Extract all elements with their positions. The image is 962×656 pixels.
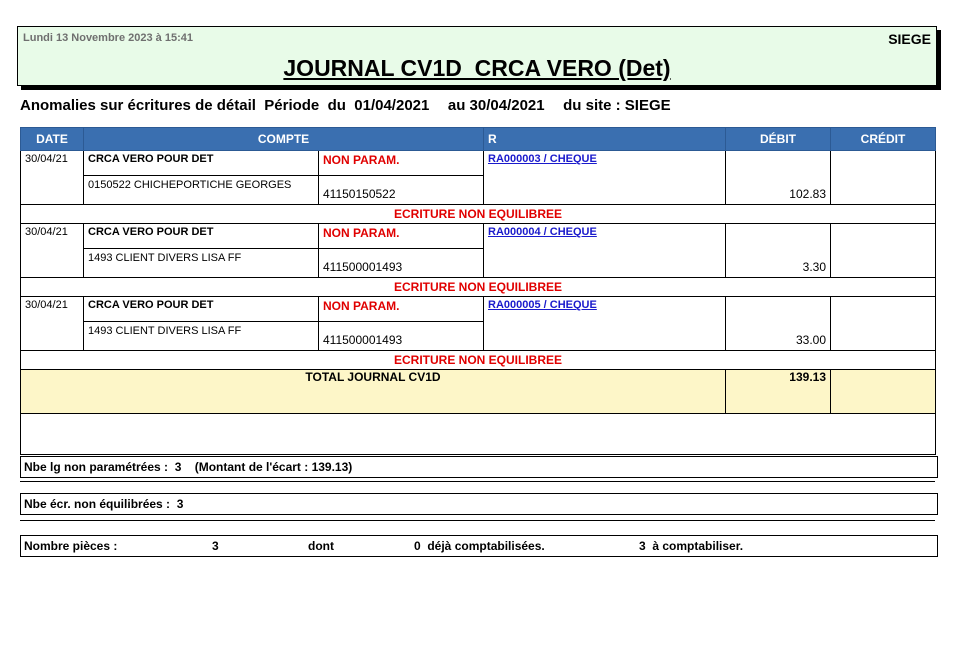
summary-non-param: Nbe lg non paramétrées : 3 (Montant de l'écart : 139.13) (20, 456, 938, 478)
total-label: TOTAL JOURNAL CV1D (21, 370, 726, 414)
table-row (21, 297, 936, 322)
entry-credit (831, 297, 936, 351)
journal-title: JOURNAL CV1D CRCA VERO (Det) (283, 55, 671, 81)
journal-table (20, 127, 936, 455)
divider (20, 520, 935, 521)
entry-account-name: 1493 CLIENT DIVERS LISA FF (84, 249, 319, 278)
entry-label: CRCA VERO POUR DET (84, 224, 319, 249)
entry-date: 30/04/21 (21, 151, 84, 205)
col-date: DATE (21, 128, 84, 151)
warning-row (21, 205, 936, 224)
total-row (21, 370, 936, 414)
entry-debit: 3.30 (726, 224, 831, 278)
entry-account-number: 411500001493 (319, 249, 484, 278)
col-debit: DÉBIT (726, 128, 831, 151)
table-header-row (21, 128, 936, 151)
total-debit: 139.13 (726, 370, 831, 414)
entry-credit (831, 224, 936, 278)
entry-date: 30/04/21 (21, 224, 84, 278)
report-subtitle (20, 97, 677, 114)
site-filter: du site : SIEGE (563, 97, 671, 114)
entry-ref-link[interactable]: RA000005 / CHEQUE (488, 299, 597, 311)
pieces-label: Nombre pièces : (24, 539, 118, 553)
entry-account-number: 411500001493 (319, 322, 484, 351)
entry-warning: ECRITURE NON EQUILIBREE (21, 278, 936, 297)
entry-label: CRCA VERO POUR DET (84, 297, 319, 322)
col-ref: R (484, 128, 726, 151)
entry-account-number: 41150150522 (319, 176, 484, 205)
report-header (17, 26, 937, 86)
table-row (21, 224, 936, 249)
col-compte: COMPTE (84, 128, 484, 151)
site-label: SIEGE (888, 31, 931, 47)
entry-account-name: 0150522 CHICHEPORTICHE GEORGES (84, 176, 319, 205)
entry-label: CRCA VERO POUR DET (84, 151, 319, 176)
entry-account-name: 1493 CLIENT DIVERS LISA FF (84, 322, 319, 351)
entry-ref-link[interactable]: RA000004 / CHEQUE (488, 226, 597, 238)
entry-status: NON PARAM. (319, 224, 484, 249)
entry-debit: 102.83 (726, 151, 831, 205)
summary-non-equil: Nbe écr. non équilibrées : 3 (20, 493, 938, 515)
entry-ref-link[interactable]: RA000003 / CHEQUE (488, 153, 597, 165)
col-credit: CRÉDIT (831, 128, 936, 151)
pieces-deja: 0 déjà comptabilisées. (414, 539, 545, 553)
report-timestamp: Lundi 13 Novembre 2023 à 15:41 (23, 32, 193, 44)
divider (20, 481, 935, 482)
period-to: au 30/04/2021 (447, 97, 545, 114)
pieces-dont: dont (308, 539, 334, 553)
pieces-a-compta: 3 à comptabiliser. (639, 539, 744, 553)
period-from: Anomalies sur écritures de détail Période du 01/04/2021 (20, 97, 430, 114)
entry-warning: ECRITURE NON EQUILIBREE (21, 205, 936, 224)
entry-status: NON PARAM. (319, 151, 484, 176)
entry-status: NON PARAM. (319, 297, 484, 322)
entry-credit (831, 151, 936, 205)
warning-row (21, 278, 936, 297)
entry-date: 30/04/21 (21, 297, 84, 351)
blank-row (21, 414, 936, 455)
summary-pieces (20, 535, 938, 557)
total-credit (831, 370, 936, 414)
pieces-count: 3 (212, 539, 219, 553)
entry-debit: 33.00 (726, 297, 831, 351)
warning-row (21, 351, 936, 370)
table-row (21, 151, 936, 176)
entry-warning: ECRITURE NON EQUILIBREE (21, 351, 936, 370)
